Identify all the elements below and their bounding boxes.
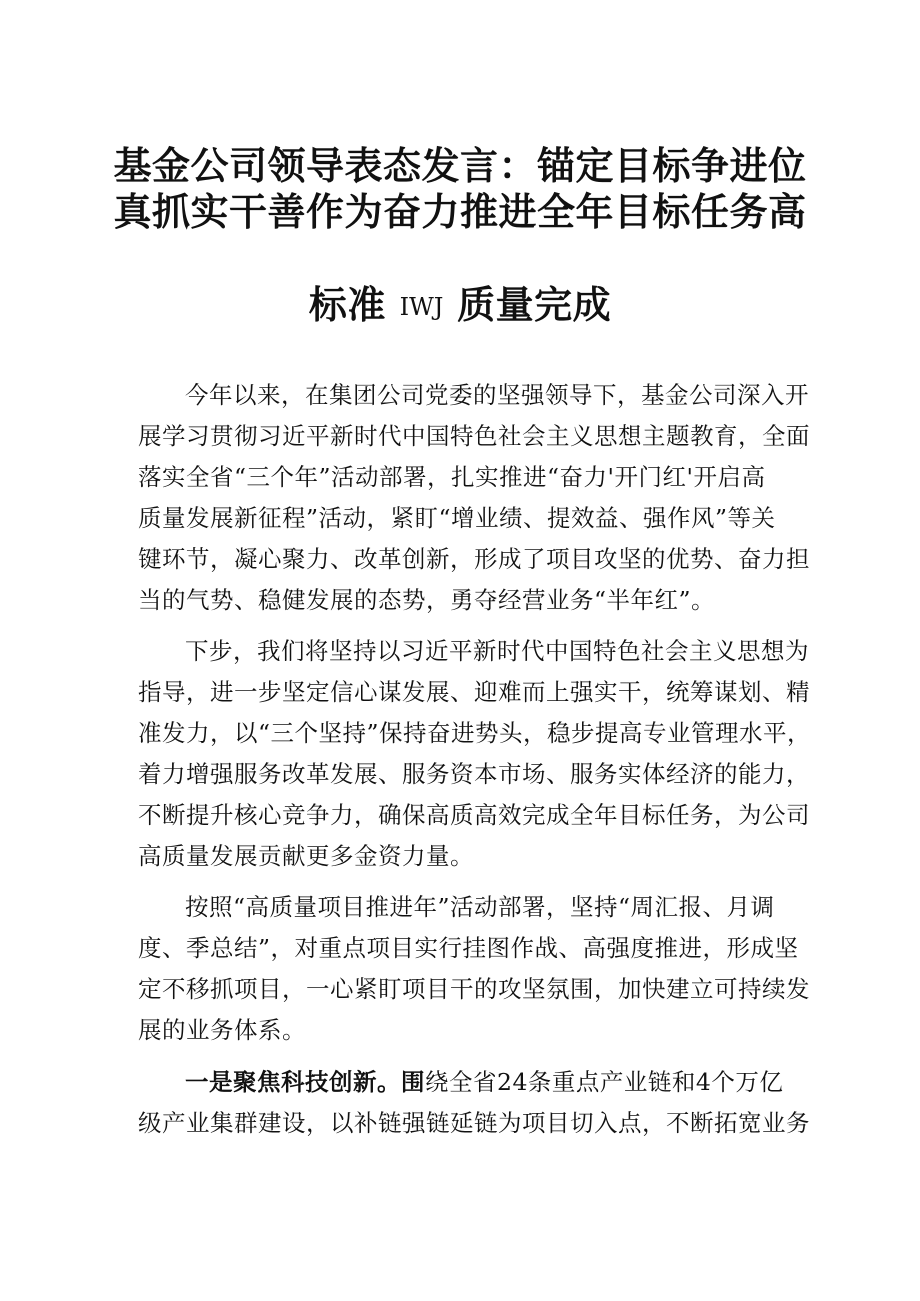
title-part-iwj: IWJ — [399, 293, 444, 321]
paragraph-line: 着力增强服务改革发展、服务资本市场、服务实体经济的能力， — [138, 760, 810, 788]
paragraph-line: 展学习贯彻习近平新时代中国特色社会主义思想主题教育，全面 — [138, 422, 810, 450]
paragraph-line: 高质量发展贡献更多金资力量。 — [138, 842, 474, 870]
paragraph-line: 不断提升核心竞争力，确保高质高效完成全年目标任务，为公司 — [138, 801, 810, 829]
paragraph-line: 下步，我们将坚持以习近平新时代中国特色社会主义思想为 — [185, 637, 809, 665]
paragraph-line: 定不移抓项目，一心紧盯项目干的攻坚氛围，加快建立可持续发 — [138, 975, 810, 1003]
document-title-line-2: 真抓实干善作为奋力推进全年目标任务高 — [113, 190, 807, 234]
paragraph-line: 准发力，以“三个坚持”保持奋进势头，稳步提高专业管理水平， — [138, 719, 812, 747]
paragraph-line: 级产业集群建设，以补链强链延链为项目切入点，不断拓宽业务 — [138, 1109, 810, 1137]
paragraph-line: 键环节，凝心聚力、改革创新，形成了项目攻坚的优势、奋力担 — [138, 545, 810, 573]
paragraph-line: 落实全省“三个年”活动部署，扎实推进“奋力'开门红'开启高 — [138, 463, 766, 491]
paragraph-line: 度、季总结”，对重点项目实行挂图作战、高强度推进，形成坚 — [138, 934, 799, 962]
title-part-biaozhun: 标准 — [308, 283, 386, 327]
document-title-line-1: 基金公司领导表态发言：锚定目标争进位 — [113, 144, 807, 188]
paragraph-line: 质量发展新征程”活动，紧盯“增业绩、提效益、强作风”等关 — [138, 504, 776, 532]
paragraph-line: 按照“高质量项目推进年”活动部署，坚持“周汇报、月调 — [185, 893, 775, 921]
paragraph-line-rest: 绕全省24条重点产业链和4个万亿 — [425, 1068, 784, 1096]
paragraph-line: 当的气势、稳健发展的态势，勇夺经营业务“半年红”。 — [138, 586, 716, 614]
section-heading: 一是聚焦科技创新。围 — [185, 1068, 425, 1096]
paragraph-line: 今年以来，在集团公司党委的坚强领导下，基金公司深入开 — [185, 381, 809, 409]
title-part-zhiliang: 质量完成 — [457, 283, 612, 327]
paragraph-line: 指导，进一步坚定信心谋发展、迎难而上强实干，统筹谋划、精 — [138, 678, 810, 706]
paragraph-line — [185, 1062, 783, 1103]
paragraph-line: 展的业务体系。 — [138, 1016, 306, 1044]
document-title-line-3 — [0, 283, 920, 329]
